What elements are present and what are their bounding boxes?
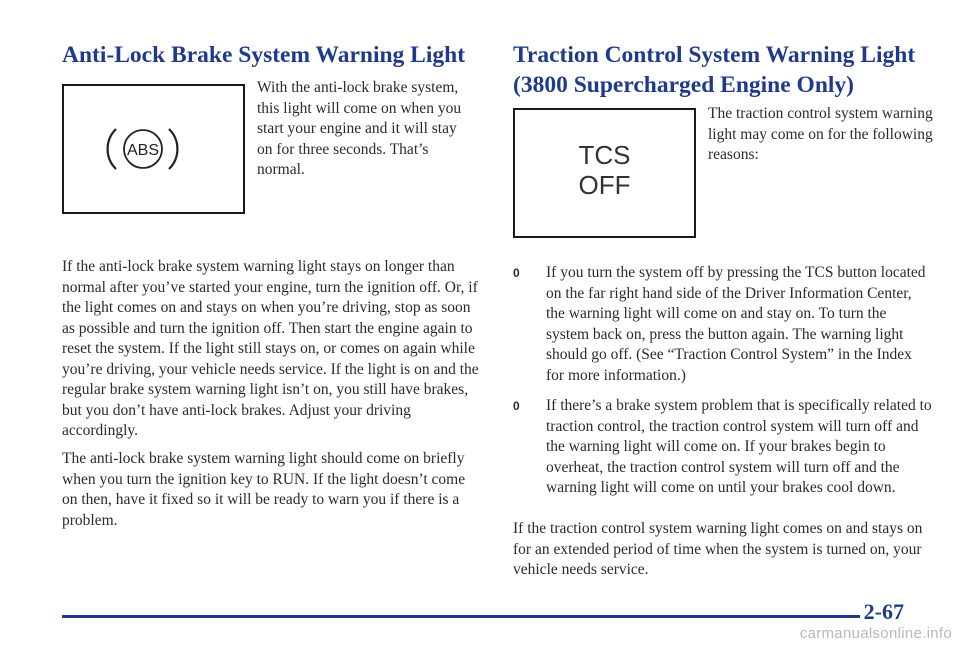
abs-paragraph-1: If the anti-lock brake system warning light stays on longer than normal after you’ve started your engine, turn the ignition off. Or, if the light comes on and stays on when you’re driving, stop as soon as possible and turn the ignition off. Then start the engine again to reset the system. If the light still stays on, or comes on again while you’re driving, your vehicle needs service. If the light is on and the regular brake system warning light isn’t on, you still have brakes, but you don’t have anti-lock brakes. Adjust your driving accordingly. [62, 258, 479, 439]
tcs-section-title-line1: Traction Control System Warning Light [513, 42, 916, 68]
off-icon-label: OFF [578, 170, 631, 200]
bullet-marker: 0 [513, 266, 520, 280]
tcs-reasons-list [513, 263, 933, 509]
abs-paragraph-2: The anti-lock brake system warning light should come on briefly when you turn the ignition key to RUN. If the light doesn’t come on then, have it fixed so it will be ready to warn you if there is a problem. [62, 450, 466, 529]
list-item-text: If there’s a brake system problem that is specifically related to traction control, the traction control system will turn off and the warning light will come on. If your brakes begin to overheat, the traction control system will turn off and the warning light will come on until your brakes cool down. [546, 397, 932, 496]
tcs-off-icon-box [513, 108, 696, 238]
abs-icon-label: ABS [126, 142, 160, 159]
abs-icon-box [62, 84, 245, 214]
abs-section-title: Anti-Lock Brake System Warning Light [62, 42, 466, 68]
page-number: 2-67 [860, 599, 904, 625]
footer-rule [62, 615, 902, 618]
bullet-marker: 0 [513, 399, 520, 413]
watermark-text: carmanualsonline.info [799, 625, 952, 642]
list-item [513, 263, 933, 386]
list-item [513, 396, 933, 499]
tcs-intro-text: The traction control system warning light may come on for the following reasons: [708, 105, 933, 163]
tcs-icon-label: TCS [578, 140, 631, 170]
abs-warning-icon [64, 86, 243, 212]
abs-intro-text: With the anti-lock brake system, this light will come on when you start your engine and it will stay on for three seconds. That’s normal. [257, 79, 462, 178]
list-item-text: If you turn the system off by pressing the TCS button located on the far right hand side of the Driver Information Center, the warning light will come on and stay on. To turn the system back on, press the button again. The warning light should go off. (See “Traction Control System” in the Index for more information.) [546, 264, 926, 384]
tcs-closing-paragraph: If the traction control system warning light comes on and stays on for an extended period of time when the system is turned on, your vehicle needs service. [513, 520, 923, 578]
tcs-section-title-line2: (3800 Supercharged Engine Only) [513, 72, 855, 98]
